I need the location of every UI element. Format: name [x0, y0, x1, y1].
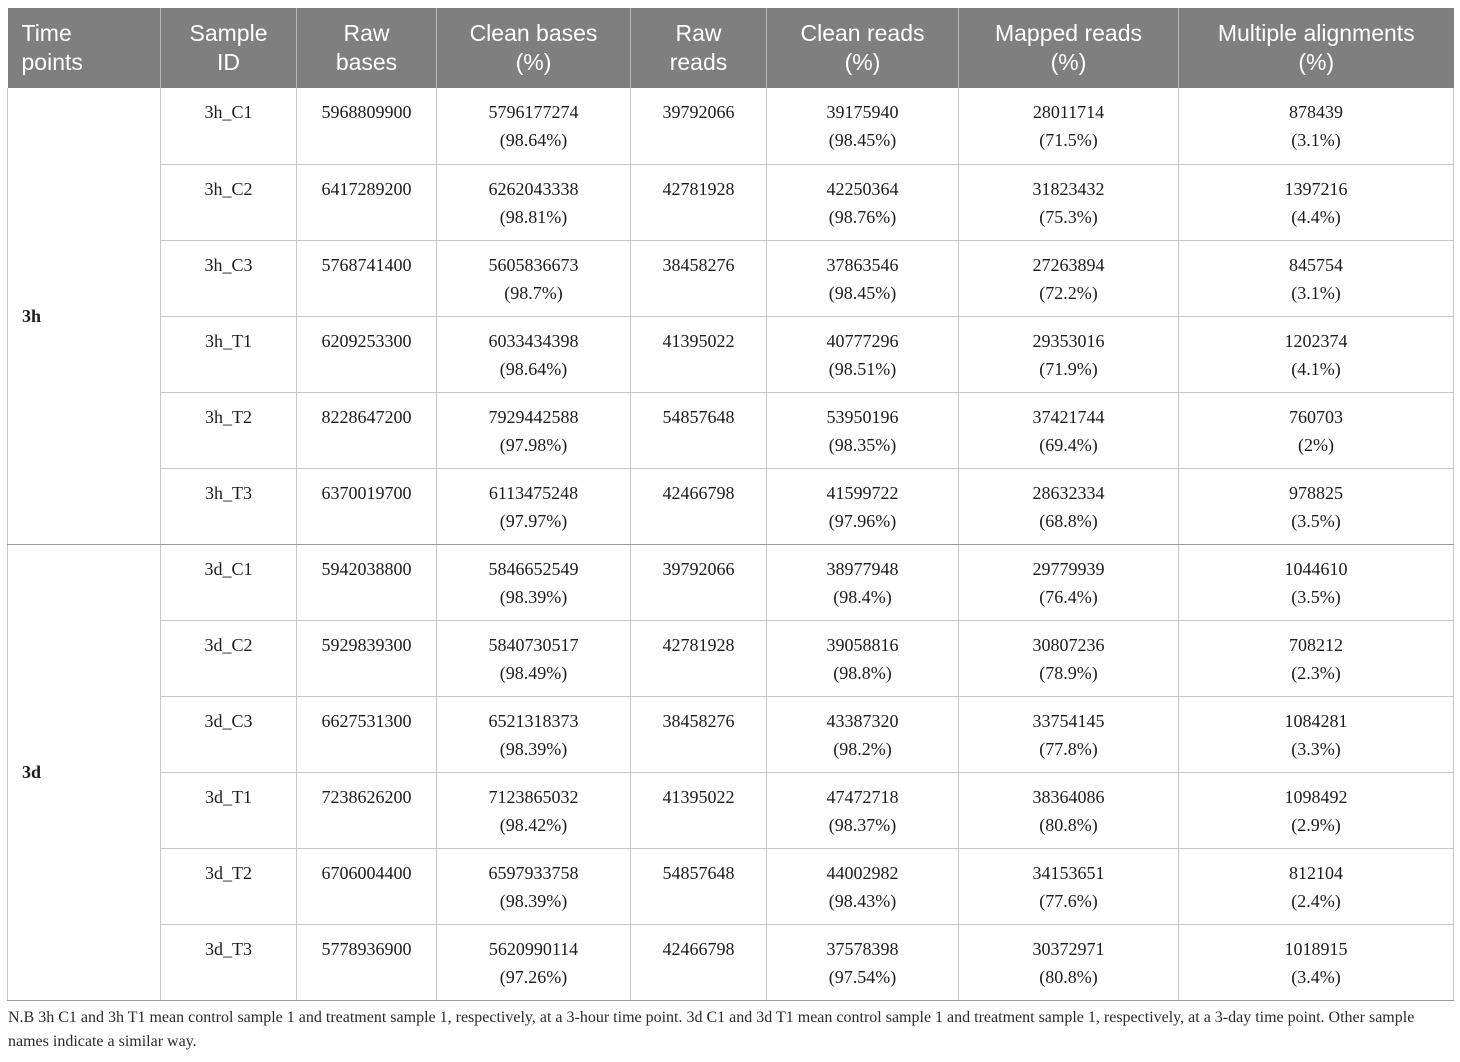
cell-value: 5846652549: [488, 558, 579, 579]
percentage-value: (69.4%): [1039, 434, 1098, 455]
cell-value: 54857648: [662, 406, 735, 427]
sample-id-cell: [161, 924, 297, 1000]
cell-value: 5796177274: [488, 102, 579, 122]
cell-value: 5768741400: [321, 254, 412, 275]
header-text: Raw: [675, 20, 722, 46]
cell-value: 34153651: [1032, 862, 1105, 883]
cell-value: 31823432: [1032, 178, 1105, 199]
cell-value: 8228647200: [321, 406, 412, 427]
percentage-value: (3.5%): [1291, 510, 1341, 531]
percentage-value: (3.4%): [1291, 966, 1341, 987]
mapped-reads-cell: [959, 392, 1179, 468]
raw-reads-cell: [631, 924, 767, 1000]
cell-value: 708212: [1289, 634, 1343, 655]
percentage-value: (4.4%): [1291, 206, 1341, 227]
cell-value: 40777296: [826, 330, 899, 351]
multiple-alignments-cell: [1179, 620, 1454, 696]
clean-bases-cell: [437, 316, 631, 392]
clean-reads-cell: [767, 772, 959, 848]
clean-bases-cell: [437, 468, 631, 544]
percentage-value: (76.4%): [1039, 586, 1098, 607]
header-text: (%): [844, 49, 881, 75]
cell-value: 5840730517: [488, 634, 579, 655]
header-clean-bases: [437, 8, 631, 88]
cell-value: 38364086: [1032, 786, 1105, 807]
mapped-reads-cell: [959, 772, 1179, 848]
raw-bases-cell: [297, 316, 437, 392]
percentage-value: (77.8%): [1039, 738, 1098, 759]
header-time-points: [8, 8, 161, 88]
clean-reads-cell: [767, 620, 959, 696]
cell-value: 28632334: [1032, 482, 1105, 503]
header-text: Raw: [343, 20, 390, 46]
raw-bases-cell: [297, 924, 437, 1000]
cell-value: 6113475248: [488, 482, 579, 503]
percentage-value: (80.8%): [1039, 966, 1098, 987]
table-row: [8, 164, 1454, 240]
cell-value: 41395022: [662, 786, 735, 807]
cell-value: 38458276: [662, 710, 735, 731]
table-row: [8, 772, 1454, 848]
time-point-cell: 3d: [8, 544, 161, 1000]
cell-value: 30372971: [1032, 938, 1105, 959]
cell-value: 42466798: [662, 938, 735, 959]
cell-value: 6597933758: [488, 862, 579, 883]
cell-value: 53950196: [826, 406, 899, 427]
table-row: [8, 316, 1454, 392]
percentage-value: (98.4%): [833, 586, 892, 607]
percentage-value: (97.97%): [499, 510, 568, 531]
cell-value: 39175940: [826, 102, 899, 122]
cell-value: 7123865032: [488, 786, 579, 807]
cell-value: 3h_T1: [205, 330, 252, 351]
header-text: ID: [217, 49, 240, 75]
multiple-alignments-cell: [1179, 240, 1454, 316]
header-text: points: [21, 49, 83, 75]
raw-reads-cell: [631, 164, 767, 240]
percentage-value: (78.9%): [1039, 662, 1098, 683]
table-row: [8, 240, 1454, 316]
raw-reads-cell: [631, 620, 767, 696]
percentage-value: (80.8%): [1039, 814, 1098, 835]
sample-id-cell: [161, 392, 297, 468]
multiple-alignments-cell: [1179, 468, 1454, 544]
percentage-value: (71.9%): [1039, 358, 1098, 379]
multiple-alignments-cell: [1179, 544, 1454, 620]
table-row: [8, 848, 1454, 924]
percentage-value: (98.8%): [833, 662, 892, 683]
cell-value: 5968809900: [321, 102, 412, 122]
cell-value: 845754: [1289, 254, 1343, 275]
table-row: [8, 88, 1454, 164]
cell-value: 27263894: [1032, 254, 1105, 275]
cell-value: 6209253300: [321, 330, 412, 351]
raw-bases-cell: [297, 620, 437, 696]
time-point-cell: 3h: [8, 88, 161, 544]
cell-value: 37578398: [826, 938, 899, 959]
percentage-value: (98.37%): [828, 814, 897, 835]
header-sample-id: [161, 8, 297, 88]
cell-value: 3d_T1: [205, 786, 252, 807]
cell-value: 6370019700: [321, 482, 412, 503]
cell-value: 1098492: [1284, 786, 1348, 807]
clean-reads-cell: [767, 696, 959, 772]
clean-reads-cell: [767, 848, 959, 924]
cell-value: 33754145: [1032, 710, 1105, 731]
cell-value: 41395022: [662, 330, 735, 351]
cell-value: 6706004400: [321, 862, 412, 883]
cell-value: 3h_C2: [204, 178, 253, 199]
percentage-value: (98.39%): [499, 738, 568, 759]
cell-value: 6521318373: [488, 710, 579, 731]
cell-value: 28011714: [1032, 102, 1105, 122]
percentage-value: (71.5%): [1039, 130, 1098, 150]
mapped-reads-cell: [959, 88, 1179, 164]
clean-bases-cell: [437, 924, 631, 1000]
multiple-alignments-cell: [1179, 696, 1454, 772]
percentage-value: (98.39%): [499, 586, 568, 607]
clean-bases-cell: [437, 392, 631, 468]
cell-value: 30807236: [1032, 634, 1105, 655]
cell-value: 6627531300: [321, 710, 412, 731]
multiple-alignments-cell: [1179, 924, 1454, 1000]
cell-value: 38458276: [662, 254, 735, 275]
cell-value: 37421744: [1032, 406, 1105, 427]
clean-reads-cell: [767, 164, 959, 240]
cell-value: 47472718: [826, 786, 899, 807]
sample-id-cell: [161, 848, 297, 924]
clean-reads-cell: [767, 468, 959, 544]
cell-value: 29353016: [1032, 330, 1105, 351]
percentage-value: (98.45%): [828, 130, 897, 150]
raw-bases-cell: [297, 392, 437, 468]
percentage-value: (2%): [1298, 434, 1334, 455]
percentage-value: (97.54%): [828, 966, 897, 987]
mapped-reads-cell: [959, 468, 1179, 544]
multiple-alignments-cell: [1179, 316, 1454, 392]
cell-value: 5605836673: [488, 254, 579, 275]
percentage-value: (98.43%): [828, 890, 897, 911]
multiple-alignments-cell: [1179, 88, 1454, 164]
raw-bases-cell: [297, 88, 437, 164]
clean-bases-cell: [437, 696, 631, 772]
sample-id-cell: [161, 316, 297, 392]
mapped-reads-cell: [959, 848, 1179, 924]
percentage-value: (2.3%): [1291, 662, 1341, 683]
header-text: (%): [1050, 49, 1087, 75]
raw-reads-cell: [631, 392, 767, 468]
percentage-value: (98.76%): [828, 206, 897, 227]
header-text: (%): [1298, 49, 1335, 75]
raw-bases-cell: [297, 468, 437, 544]
cell-value: 6417289200: [321, 178, 412, 199]
cell-value: 3h_C3: [204, 254, 253, 275]
header-clean-reads: [767, 8, 959, 88]
cell-value: 1397216: [1284, 178, 1348, 199]
raw-bases-cell: [297, 696, 437, 772]
mapped-reads-cell: [959, 620, 1179, 696]
cell-value: 1202374: [1284, 330, 1348, 351]
sequencing-stats-table: [7, 8, 1454, 1001]
cell-value: 39058816: [826, 634, 899, 655]
table-row: [8, 392, 1454, 468]
mapped-reads-cell: [959, 240, 1179, 316]
raw-reads-cell: [631, 468, 767, 544]
percentage-value: (72.2%): [1039, 282, 1098, 303]
clean-bases-cell: [437, 544, 631, 620]
percentage-value: (98.81%): [499, 206, 568, 227]
header-text: Time: [21, 20, 72, 46]
clean-reads-cell: [767, 88, 959, 164]
percentage-value: (2.4%): [1291, 890, 1341, 911]
sample-id-cell: [161, 696, 297, 772]
cell-value: 29779939: [1032, 558, 1105, 579]
multiple-alignments-cell: [1179, 164, 1454, 240]
percentage-value: (2.9%): [1291, 814, 1341, 835]
table-row: [8, 696, 1454, 772]
cell-value: 812104: [1289, 862, 1343, 883]
percentage-value: (98.2%): [833, 738, 892, 759]
percentage-value: (75.3%): [1039, 206, 1098, 227]
percentage-value: (3.3%): [1291, 738, 1341, 759]
mapped-reads-cell: [959, 316, 1179, 392]
table-row: [8, 924, 1454, 1000]
header-text: Mapped reads: [994, 20, 1143, 46]
cell-value: 5778936900: [321, 938, 412, 959]
percentage-value: (98.39%): [499, 890, 568, 911]
cell-value: 39792066: [662, 558, 735, 579]
cell-value: 37863546: [826, 254, 899, 275]
percentage-value: (98.49%): [499, 662, 568, 683]
cell-value: 1044610: [1284, 558, 1348, 579]
raw-reads-cell: [631, 316, 767, 392]
cell-value: 42250364: [826, 178, 899, 199]
percentage-value: (98.45%): [828, 282, 897, 303]
clean-bases-cell: [437, 164, 631, 240]
cell-value: 7929442588: [488, 406, 579, 427]
sample-id-cell: [161, 772, 297, 848]
cell-value: 1084281: [1284, 710, 1348, 731]
sample-id-cell: [161, 240, 297, 316]
cell-value: 5929839300: [321, 634, 412, 655]
sample-id-cell: [161, 164, 297, 240]
cell-value: 54857648: [662, 862, 735, 883]
percentage-value: (98.64%): [499, 130, 568, 150]
cell-value: 3h_C1: [204, 102, 253, 122]
header-text: Clean bases: [469, 20, 598, 46]
header-row: [8, 8, 1454, 88]
table-body: [8, 88, 1454, 1000]
header-text: Multiple alignments: [1217, 20, 1415, 46]
percentage-value: (3.1%): [1291, 282, 1341, 303]
cell-value: 6262043338: [488, 178, 579, 199]
cell-value: 760703: [1289, 406, 1343, 427]
cell-value: 42781928: [662, 634, 735, 655]
percentage-value: (3.5%): [1291, 586, 1341, 607]
percentage-value: (68.8%): [1039, 510, 1098, 531]
cell-value: 3d_C1: [204, 558, 253, 579]
raw-reads-cell: [631, 696, 767, 772]
percentage-value: (98.64%): [499, 358, 568, 379]
cell-value: 5620990114: [488, 938, 579, 959]
cell-value: 39792066: [662, 102, 735, 122]
cell-value: 7238626200: [321, 786, 412, 807]
raw-bases-cell: [297, 848, 437, 924]
cell-value: 42781928: [662, 178, 735, 199]
mapped-reads-cell: [959, 696, 1179, 772]
cell-value: 1018915: [1284, 938, 1348, 959]
cell-value: 44002982: [826, 862, 899, 883]
percentage-value: (98.7%): [504, 282, 563, 303]
percentage-value: (97.26%): [499, 966, 568, 987]
cell-value: 978825: [1289, 482, 1343, 503]
sample-id-cell: [161, 88, 297, 164]
table-row: [8, 544, 1454, 620]
table-footnote: N.B 3h C1 and 3h T1 mean control sample 1 and treatment sample 1, respectively, at a 3-hour time point. 3d C1 and 3d T1 mean control sample 1 and treatment sample 1, respectively, at a 3-day time point. Other sample names indicate a similar way.: [8, 1009, 1415, 1050]
cell-value: 3d_T3: [205, 938, 252, 959]
header-text: (%): [515, 49, 552, 75]
table-row: [8, 620, 1454, 696]
raw-bases-cell: [297, 164, 437, 240]
sample-id-cell: [161, 620, 297, 696]
clean-bases-cell: [437, 620, 631, 696]
cell-value: 878439: [1289, 102, 1343, 122]
sample-id-cell: [161, 468, 297, 544]
percentage-value: (97.98%): [499, 434, 568, 455]
percentage-value: (3.1%): [1291, 130, 1341, 150]
cell-value: 6033434398: [488, 330, 579, 351]
cell-value: 3d_C3: [204, 710, 253, 731]
clean-reads-cell: [767, 316, 959, 392]
header-text: Clean reads: [800, 20, 925, 46]
header-multiple-alignments: [1179, 8, 1454, 88]
cell-value: 3d_T2: [205, 862, 252, 883]
cell-value: 5942038800: [321, 558, 412, 579]
percentage-value: (97.96%): [828, 510, 897, 531]
cell-value: 43387320: [826, 710, 899, 731]
header-text: bases: [335, 49, 398, 75]
header-raw-reads: [631, 8, 767, 88]
mapped-reads-cell: [959, 164, 1179, 240]
clean-reads-cell: [767, 924, 959, 1000]
clean-reads-cell: [767, 544, 959, 620]
cell-value: 3h_T3: [205, 482, 252, 503]
clean-bases-cell: [437, 848, 631, 924]
sequencing-stats-table-container: [7, 8, 1453, 1001]
clean-bases-cell: [437, 240, 631, 316]
raw-reads-cell: [631, 544, 767, 620]
percentage-value: (77.6%): [1039, 890, 1098, 911]
cell-value: 3h_T2: [205, 406, 252, 427]
clean-bases-cell: [437, 88, 631, 164]
percentage-value: (98.35%): [828, 434, 897, 455]
percentage-value: (98.51%): [828, 358, 897, 379]
raw-bases-cell: [297, 772, 437, 848]
cell-value: 42466798: [662, 482, 735, 503]
percentage-value: (4.1%): [1291, 358, 1341, 379]
multiple-alignments-cell: [1179, 772, 1454, 848]
percentage-value: (98.42%): [499, 814, 568, 835]
raw-reads-cell: [631, 848, 767, 924]
header-text: Sample: [189, 20, 268, 46]
raw-bases-cell: [297, 240, 437, 316]
multiple-alignments-cell: [1179, 848, 1454, 924]
table-header: [8, 8, 1454, 88]
cell-value: 3d_C2: [204, 634, 253, 655]
mapped-reads-cell: [959, 924, 1179, 1000]
header-mapped-reads: [959, 8, 1179, 88]
sample-id-cell: [161, 544, 297, 620]
raw-reads-cell: [631, 772, 767, 848]
cell-value: 41599722: [826, 482, 899, 503]
header-text: reads: [669, 49, 728, 75]
raw-reads-cell: [631, 88, 767, 164]
raw-bases-cell: [297, 544, 437, 620]
clean-reads-cell: [767, 240, 959, 316]
multiple-alignments-cell: [1179, 392, 1454, 468]
cell-value: 38977948: [826, 558, 899, 579]
clean-reads-cell: [767, 392, 959, 468]
mapped-reads-cell: [959, 544, 1179, 620]
table-row: [8, 468, 1454, 544]
clean-bases-cell: [437, 772, 631, 848]
raw-reads-cell: [631, 240, 767, 316]
header-raw-bases: [297, 8, 437, 88]
